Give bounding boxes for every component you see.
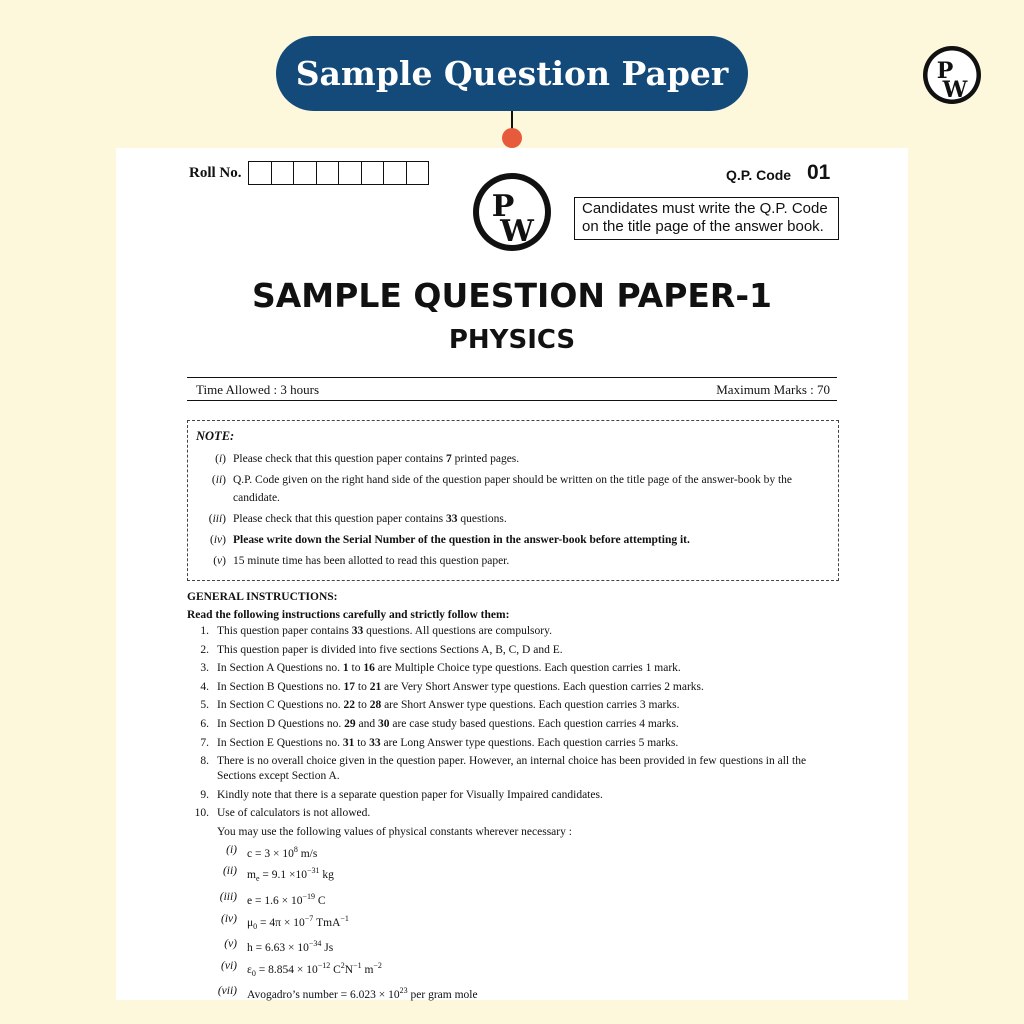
note-item-text: Q.P. Code given on the right hand side of the question paper should be written on the title page of the answer-book by the candidate. (233, 474, 792, 504)
constant-number: (i) (226, 843, 237, 856)
constant-item (187, 937, 847, 955)
instruction-item (187, 624, 847, 639)
roll-label: Roll No. (189, 165, 242, 181)
note-item-text: Please check that this question paper contains 7 printed pages. (233, 453, 520, 465)
note-item-number: (iv) (210, 534, 226, 546)
instruction-text: In Section A Questions no. 1 to 16 are Multiple Choice type questions. Each question carries 1 mark. (217, 662, 681, 675)
instruction-item (187, 698, 847, 713)
instruction-text: In Section D Questions no. 29 and 30 are case study based questions. Each question carries 4 marks. (217, 717, 679, 730)
pw-logo-corner (922, 44, 982, 111)
constant-value: Avogadro’s number = $6.023 \times 10^{23}$ per gram mole (247, 986, 478, 1002)
note-item (196, 450, 830, 468)
instruction-text: In Section C Questions no. 22 to 28 are Short Answer type questions. Each question carries 3 marks. (217, 699, 680, 712)
general-instructions (187, 588, 847, 1006)
instruction-number: 9. (200, 788, 209, 801)
qp-code-label: Q.P. Code (726, 167, 792, 183)
constant-number: (iii) (219, 891, 237, 904)
constant-item (187, 843, 847, 861)
divider (187, 377, 837, 378)
paper-title: SAMPLE QUESTION PAPER-1 (252, 276, 772, 315)
instruction-item (187, 754, 847, 784)
banner-title: Sample Question Paper (276, 36, 748, 111)
instruction-number: 8. (200, 755, 209, 768)
note-title: NOTE: (196, 429, 235, 443)
instruction-number: 4. (200, 680, 209, 693)
pw-logo (472, 171, 552, 258)
instruction-item (187, 661, 847, 676)
instruction-text: Kindly note that there is a separate question paper for Visually Impaired candidates. (217, 788, 603, 801)
constants-list (187, 843, 847, 1002)
instruction-number: 3. (200, 662, 209, 675)
constant-item (187, 864, 847, 886)
instruction-text: This question paper is divided into five sections Sections A, B, C, D and E. (217, 643, 563, 656)
constants-intro: You may use the following values of physical constants wherever necessary : (217, 825, 572, 838)
constant-value: $h = 6.63 \times 10^{-34}$ Js (247, 939, 334, 955)
constant-value: $m_e = 9.1 \times 10^{-31}$ kg (247, 866, 334, 884)
note-item (196, 510, 830, 528)
instruction-number: 7. (200, 736, 209, 749)
constant-item (187, 890, 847, 908)
maximum-marks: Maximum Marks : 70 (716, 382, 830, 397)
instruction-item (187, 643, 847, 658)
instruction-number: 10. (194, 807, 209, 820)
constant-item (187, 959, 847, 981)
instruction-text: This question paper contains 33 questions. All questions are compulsory. (217, 625, 552, 637)
instruction-item (187, 680, 847, 695)
note-item-number: (v) (213, 555, 226, 567)
note-item (196, 471, 830, 507)
constant-value: $e = 1.6 \times 10^{-19}$ C (247, 892, 326, 907)
constant-value: $\varepsilon_0 = 8.854 \times 10^{-12}$ $C^2N^{-1}$ $m^{-2}$ (247, 960, 382, 978)
instruction-item (187, 806, 847, 821)
connector-dot (502, 128, 522, 148)
divider (187, 400, 837, 401)
instruction-text: There is no overall choice given in the question paper. However, an internal choice has been provided in few questions in all the Sections except Section A. (217, 755, 807, 783)
logo-letter-p: P (491, 189, 515, 224)
general-instructions-subtitle: Read the following instructions carefully and strictly follow them: (187, 609, 510, 621)
instruction-list (187, 624, 847, 821)
logo-letter-p: P (936, 58, 954, 84)
note-item (196, 531, 830, 549)
note-box (187, 420, 839, 581)
instruction-text: Use of calculators is not allowed. (217, 807, 371, 820)
constant-item (187, 984, 847, 1002)
note-item (196, 552, 830, 570)
constant-value: $\mu_0 = 4\pi \times 10^{-7}$ TmA$^{-1}$ (247, 913, 349, 931)
instruction-text: In Section B Questions no. 17 to 21 are Very Short Answer type questions. Each question carries 2 marks. (217, 680, 704, 693)
time-allowed: Time Allowed : 3 hours (196, 382, 320, 397)
note-item-text: Please write down the Serial Number of the question in the answer-book before attempting it. (233, 534, 690, 546)
paper-subject: PHYSICS (448, 325, 576, 355)
instruction-number: 1. (200, 625, 209, 637)
note-item-number: (i) (215, 453, 226, 465)
instruction-number: 2. (200, 643, 209, 656)
general-instructions-title: GENERAL INSTRUCTIONS: (187, 591, 338, 603)
constant-item (187, 912, 847, 934)
logo-letter-w: W (500, 214, 534, 249)
constant-number: (vii) (217, 985, 237, 998)
note-list (196, 450, 830, 570)
constant-value: $c = 3 \times 10^8$ m/s (247, 844, 318, 860)
roll-number-boxes[interactable] (248, 161, 429, 185)
constant-number: (iv) (221, 912, 237, 925)
logo-letter-w: W (942, 77, 968, 103)
instruction-text: In Section E Questions no. 31 to 33 are Long Answer type questions. Each question carries 5 marks. (217, 736, 679, 749)
note-item-number: (iii) (208, 513, 226, 525)
constant-number: (v) (224, 938, 237, 951)
instruction-item (187, 736, 847, 751)
note-item-text: Please check that this question paper contains 33 questions. (233, 513, 507, 525)
question-paper (116, 148, 908, 1000)
instruction-number: 6. (200, 717, 209, 730)
constant-number: (ii) (222, 865, 237, 878)
instruction-number: 5. (200, 699, 209, 712)
note-item-number: (ii) (211, 474, 226, 486)
instruction-item (187, 717, 847, 732)
note-item-text: 15 minute time has been allotted to read this question paper. (233, 555, 510, 567)
candidate-instruction-box: Candidates must write the Q.P. Code on the title page of the answer book. (574, 197, 839, 240)
qp-code-value: 01 (807, 161, 831, 184)
constant-number: (vi) (221, 959, 237, 972)
instruction-item (187, 788, 847, 803)
